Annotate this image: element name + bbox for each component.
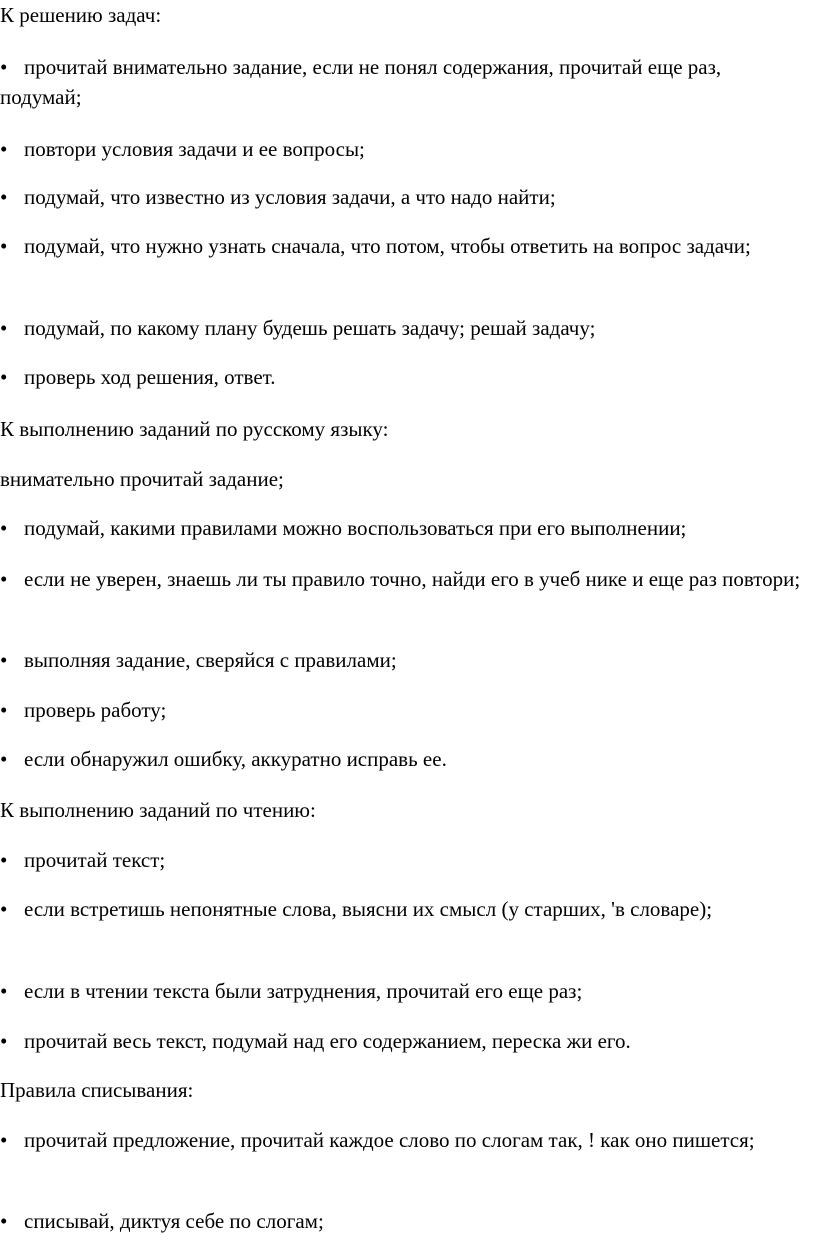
bullet-text: проверь работу;: [24, 698, 167, 722]
paragraph-12: [0, 695, 166, 725]
bullet-text: подумай, по какому плану будешь решать задачу; решай задачу;: [24, 316, 596, 340]
bullet-text: если обнаружил ошибку, аккуратно исправь ее.: [24, 747, 447, 771]
bullet-text: повтори условия задачи и ее вопросы;: [24, 137, 365, 161]
paragraph-14: [0, 795, 316, 825]
heading-text: К выполнению заданий по чтению:: [0, 798, 316, 822]
bullet-text: прочитай внимательно задание, если не понял содержания, прочитай еще раз, подумай;: [0, 55, 722, 109]
bullet-text: списывай, диктуя себе по слогам;: [24, 1209, 324, 1233]
bullet-text: если встретишь непонятные слова, выясни их смысл (у старших, 'в словаре);: [24, 897, 713, 921]
bullet-text: подумай, что нужно узнать сначала, что потом, чтобы ответить на вопрос задачи;: [24, 234, 751, 258]
bullet-text: прочитай текст;: [24, 848, 166, 872]
bullet-mark: •: [0, 567, 8, 591]
bullet-mark: •: [0, 698, 8, 722]
bullet-mark: •: [0, 848, 8, 872]
paragraph-19: [0, 1075, 193, 1105]
paragraph-16: [0, 894, 770, 924]
paragraph-5: [0, 313, 595, 343]
paragraph-9: [0, 513, 686, 543]
paragraph-10: [0, 564, 806, 594]
plain-text: внимательно прочитай задание;: [0, 467, 284, 491]
bullet-text: прочитай предложение, прочитай каждое слово по слогам так, ! как оно пишется;: [24, 1128, 755, 1152]
paragraph-20: [0, 1125, 790, 1155]
bullet-mark: •: [0, 137, 8, 161]
bullet-mark: •: [0, 1029, 8, 1053]
bullet-text: прочитай весь текст, подумай над его содержанием, переска жи его.: [24, 1029, 631, 1053]
paragraph-15: [0, 845, 165, 875]
paragraph-4: [0, 231, 810, 261]
bullet-mark: •: [0, 979, 8, 1003]
bullet-text: подумай, какими правилами можно воспользоваться при его выполнении;: [24, 516, 687, 540]
paragraph-0: [0, 0, 161, 30]
bullet-text: выполняя задание, сверяйся с правилами;: [24, 648, 397, 672]
bullet-mark: •: [0, 747, 8, 771]
heading-text: К решению задач:: [0, 3, 162, 27]
heading-text: Правила списывания:: [0, 1078, 194, 1102]
bullet-mark: •: [0, 1209, 8, 1233]
paragraph-13: [0, 744, 447, 774]
paragraph-11: [0, 645, 397, 675]
paragraph-8: [0, 464, 284, 494]
paragraph-18: [0, 1026, 631, 1056]
bullet-mark: •: [0, 516, 8, 540]
bullet-text: если в чтении текста были затруднения, прочитай его еще раз;: [24, 979, 583, 1003]
bullet-mark: •: [0, 648, 8, 672]
paragraph-7: [0, 414, 388, 444]
paragraph-17: [0, 976, 582, 1006]
paragraph-2: [0, 134, 365, 164]
bullet-mark: •: [0, 185, 8, 209]
bullet-mark: •: [0, 1128, 8, 1152]
heading-text: К выполнению заданий по русскому языку:: [0, 417, 389, 441]
bullet-mark: •: [0, 234, 8, 258]
bullet-mark: •: [0, 316, 8, 340]
paragraph-21: [0, 1206, 324, 1236]
paragraph-1: [0, 52, 800, 112]
bullet-mark: •: [0, 55, 8, 79]
bullet-mark: •: [0, 897, 8, 921]
bullet-text: подумай, что известно из условия задачи, а что надо найти;: [24, 185, 556, 209]
bullet-text: проверь ход решения, ответ.: [24, 365, 276, 389]
bullet-mark: •: [0, 365, 8, 389]
paragraph-6: [0, 362, 276, 392]
bullet-text: если не уверен, знаешь ли ты правило точно, найди его в учеб нике и еще раз повтори;: [24, 567, 801, 591]
paragraph-3: [0, 182, 556, 212]
